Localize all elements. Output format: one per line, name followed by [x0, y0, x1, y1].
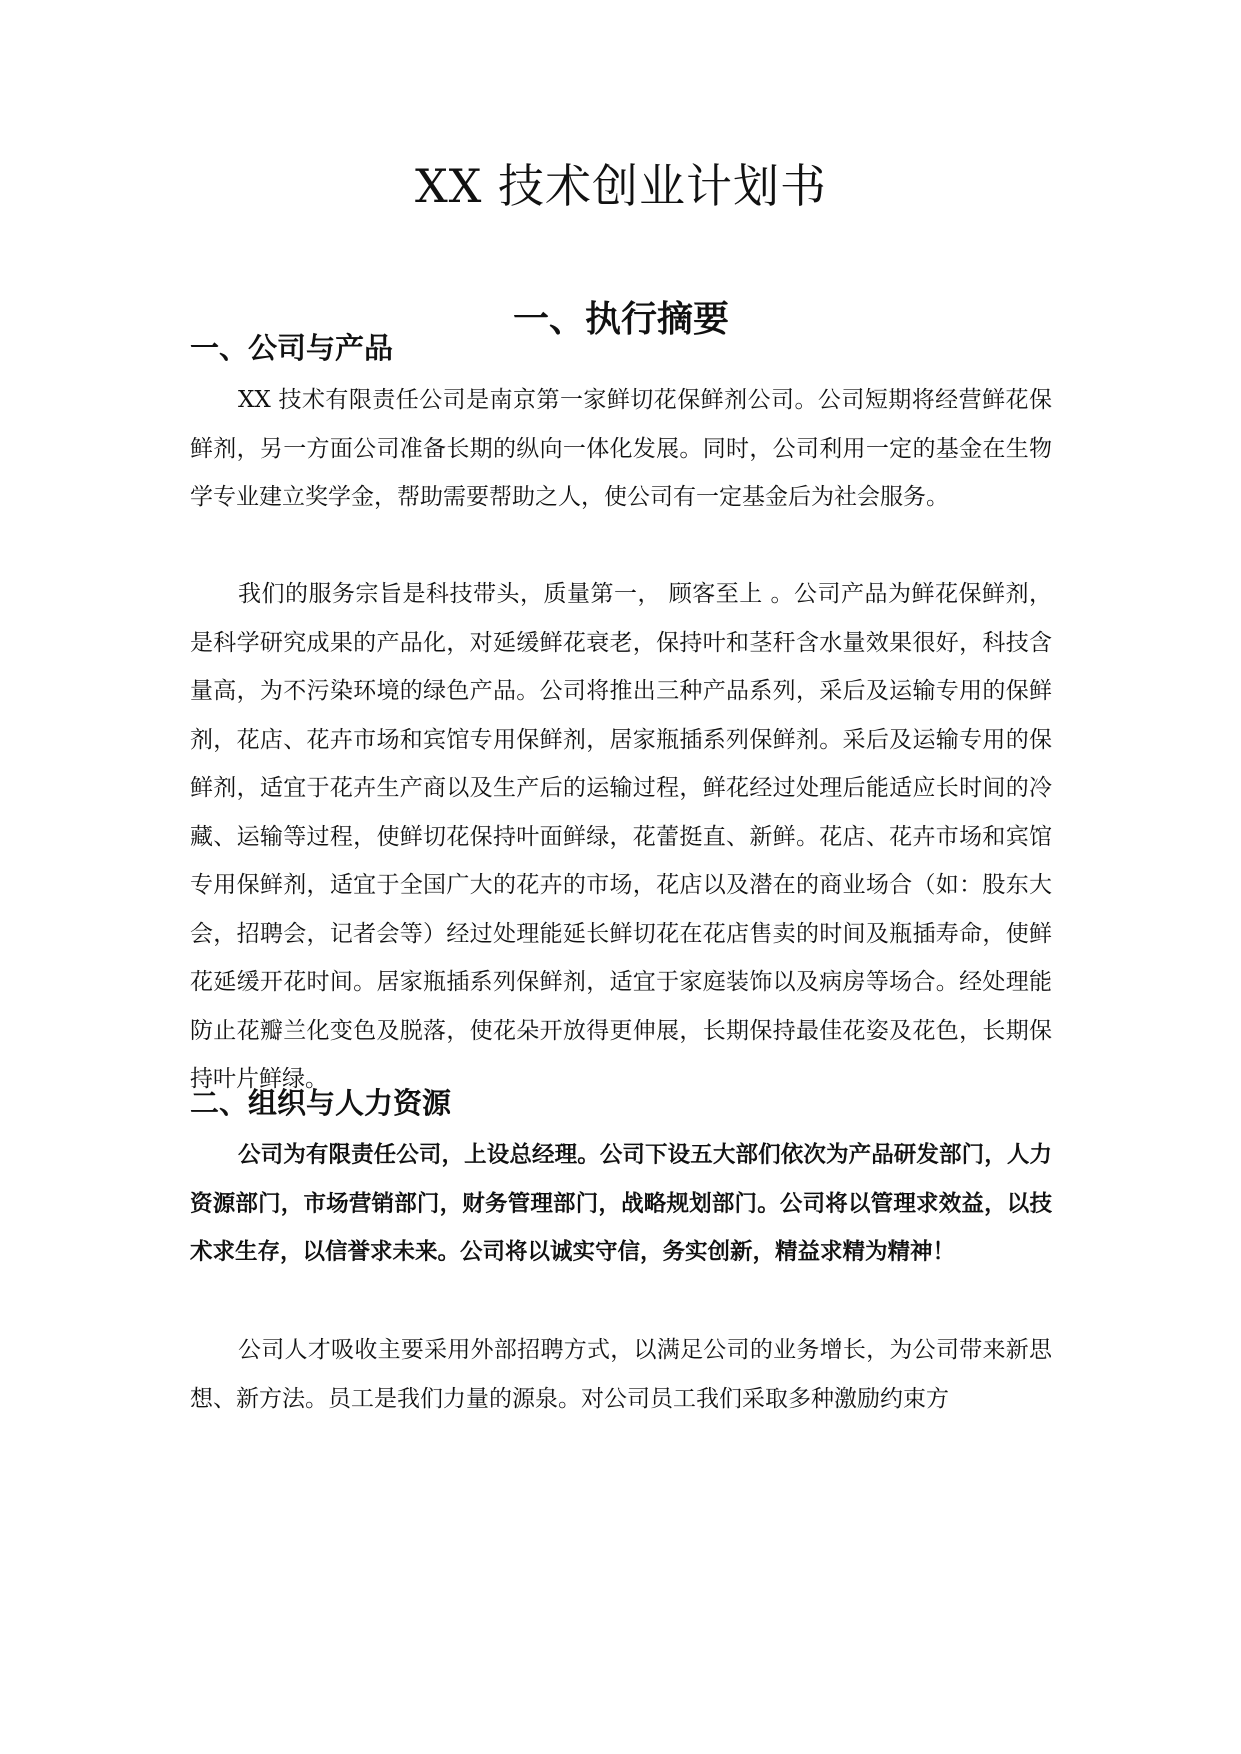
paragraph-company-intro: XX 技术有限责任公司是南京第一家鲜切花保鲜剂公司。公司短期将经营鲜花保鲜剂，另一方面公司准备长期的纵向一体化发展。同时，公司利用一定的基金在生物学专业建立奖学金，帮助需要帮助之人，使公司有一定基金后为社会服务。 — [190, 387, 1052, 510]
paragraph-organization-structure: 公司为有限责任公司，上设总经理。公司下设五大部们依次为产品研发部门，人力资源部门，市场营销部门，财务管理部门，战略规划部门。公司将以管理求效益，以技术求生存，以信誉求未来。公司将以诚实守信，务实创新，精益求精为精神！ — [190, 1142, 1052, 1265]
section-title-company-products: 一、公司与产品 — [190, 331, 394, 365]
section-title-organization-hr: 二、组织与人力资源 — [190, 1086, 452, 1120]
paragraph-product-description: 我们的服务宗旨是科技带头，质量第一， 顾客至上 。公司产品为鲜花保鲜剂，是科学研究成果的产品化，对延缓鲜花衰老，保持叶和茎秆含水量效果很好，科技含量高，为不污染环境的绿色产品。公司将推出三种产品系列，采后及运输专用的保鲜剂，花店、花卉市场和宾馆专用保鲜剂，居家瓶插系列保鲜剂。采后及运输专用的保鲜剂，适宜于花卉生产商以及生产后的运输过程，鲜花经过处理后能适应长时间的冷藏、运输等过程，使鲜切花保持叶面鲜绿，花蕾挺直、新鲜。花店、花卉市场和宾馆专用保鲜剂，适宜于全国广大的花卉的市场，花店以及潜在的商业场合（如：股东大会，招聘会，记者会等）经过处理能延长鲜切花在花店售卖的时间及瓶插寿命，使鲜花延缓开花时间。居家瓶插系列保鲜剂，适宜于家庭装饰以及病房等场合。经处理能防止花瓣兰化变色及脱落，使花朵开放得更伸展，长期保持最佳花姿及花色，长期保持叶片鲜绿。 — [190, 581, 1052, 1092]
document-title: XX 技术创业计划书 — [414, 159, 828, 213]
paragraph-recruitment: 公司人才吸收主要采用外部招聘方式，以满足公司的业务增长，为公司带来新思想、新方法。员工是我们力量的源泉。对公司员工我们采取多种激励约束方 — [190, 1337, 1052, 1412]
chapter-title-executive-summary: 一、执行摘要 — [512, 299, 729, 340]
